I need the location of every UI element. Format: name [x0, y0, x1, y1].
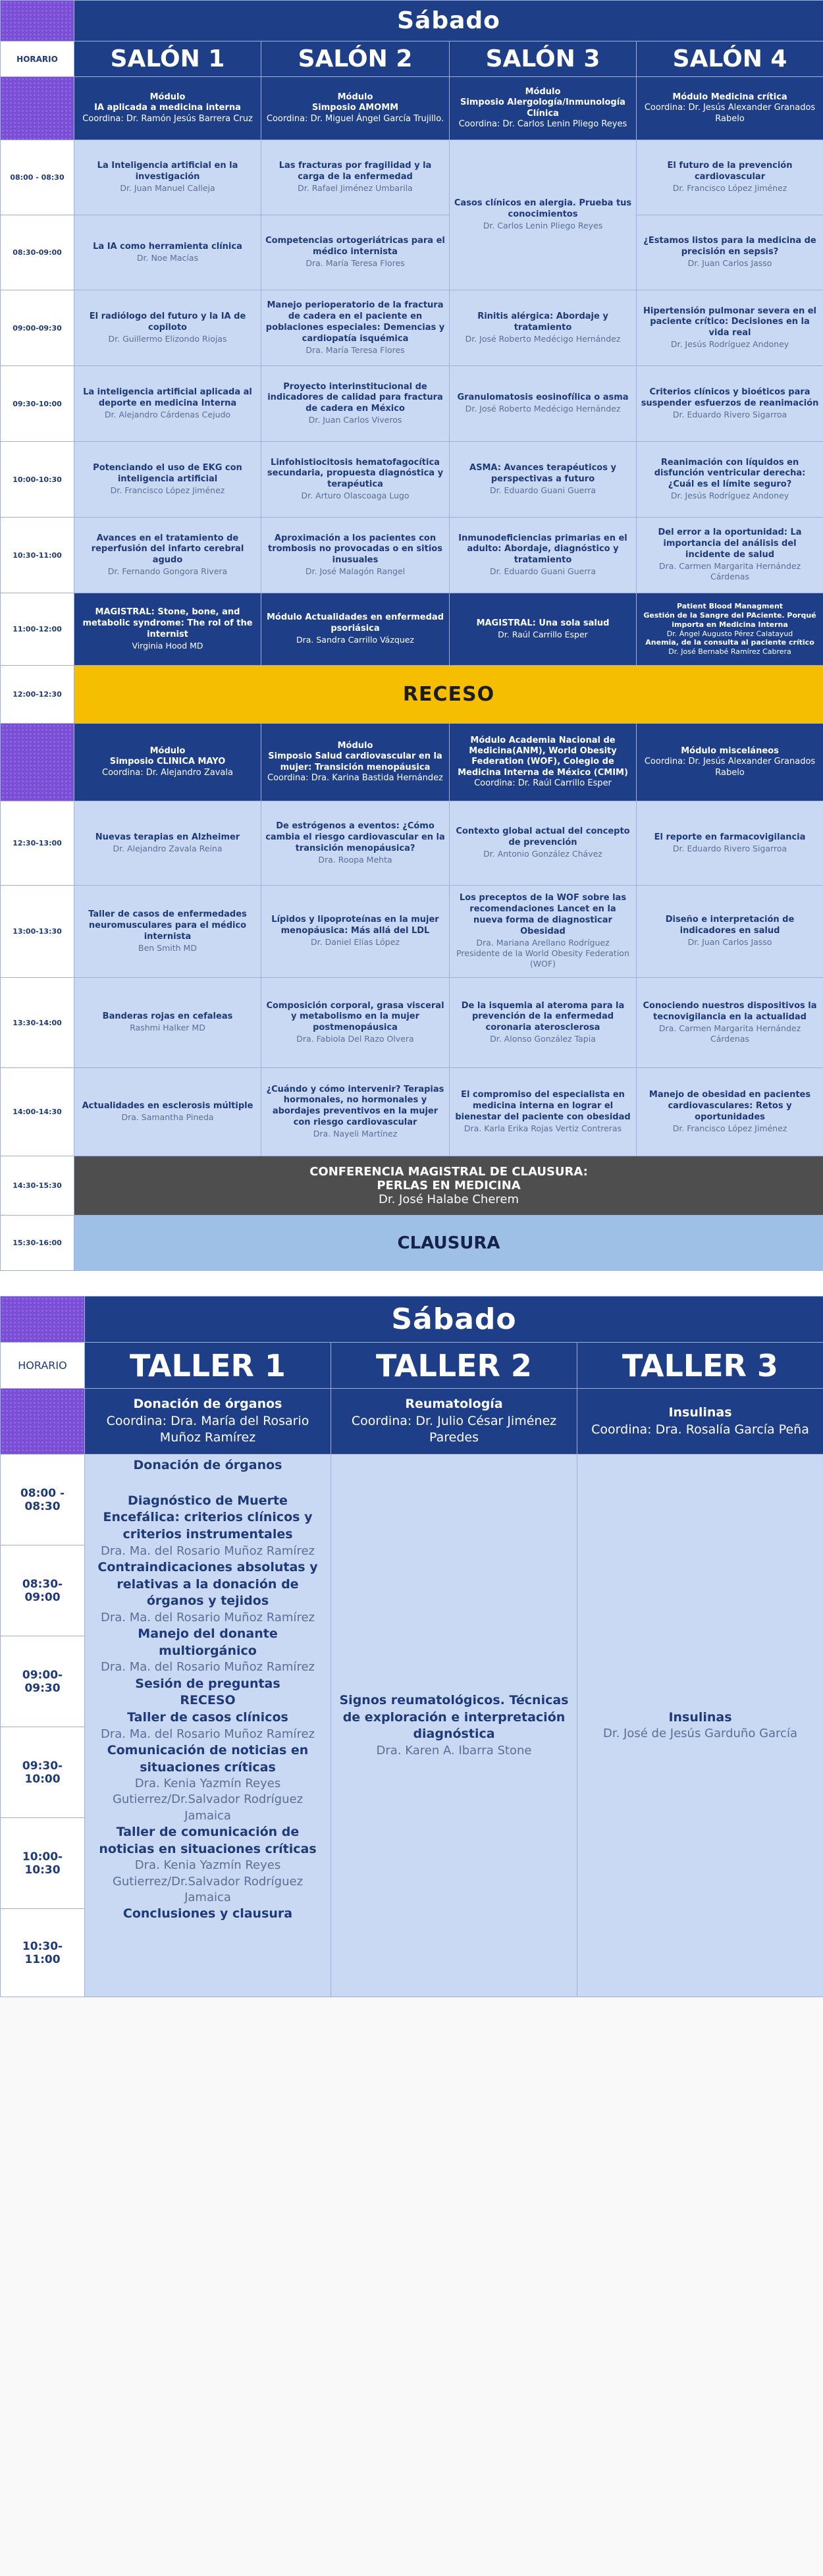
salon-3-header: SALÓN 3: [450, 41, 637, 77]
time-slot: 10:00-10:30: [1, 442, 74, 518]
module-header: Módulo Academia Nacional de Medicina(ANM), World Obesity Federation (WOF), Colegio de Medicina Interna de México (CMIM) Coordina: Dr. Raúl Carrillo Esper: [450, 724, 637, 801]
time-slot: 10:30-11:00: [1, 518, 74, 593]
session-cell: ¿Cuándo y cómo intervenir? Terapias hormonales, no hormonales y abordajes preventivos en la mujer con riesgo cardiovascular Dra. Nayeli Martínez: [261, 1068, 450, 1156]
topic-line: Contraindicaciones absolutas y relativas a la donación de órganos y tejidos: [97, 1559, 318, 1609]
taller-3-program: Insulinas Dr. José de Jesús Garduño García: [577, 1455, 823, 1997]
time-slot: 09:30-10:00: [1, 366, 74, 442]
topic-line: Taller de casos clínicos: [127, 1709, 288, 1725]
topic-line: Taller de comunicación de noticias en situaciones críticas: [99, 1825, 317, 1856]
clausura-band: CLAUSURA: [74, 1216, 823, 1271]
horario-label: HORARIO: [1, 1343, 85, 1389]
session-cell: Las fracturas por fragilidad y la carga de la enfermedad Dr. Rafael Jiménez Umbarila: [261, 140, 450, 215]
session-cell: ASMA: Avances terapéuticos y perspectivas a futuro Dr. Eduardo Guani Guerra: [450, 442, 637, 518]
session-cell: Competencias ortogeriátricas para el médico internista Dra. María Teresa Flores: [261, 215, 450, 290]
day-title: Sábado: [74, 1, 823, 41]
salon-1-header: SALÓN 1: [74, 41, 261, 77]
time-slot: 08:30-09:00: [1, 215, 74, 290]
session-cell: Avances en el tratamiento de reperfusión del infarto cerebral agudo Dr. Fernando Gongora Rivera: [74, 518, 261, 593]
time-slot: 11:00-12:00: [1, 593, 74, 666]
session-cell: Manejo de obesidad en pacientes cardiovasculares: Retos y oportunidades Dr. Francisco López Jiménez: [637, 1068, 823, 1156]
taller-2-header: TALLER 2: [331, 1343, 577, 1389]
speaker-line: Dra. Ma. del Rosario Muñoz Ramírez: [101, 1660, 315, 1675]
taller-1-header: TALLER 1: [85, 1343, 331, 1389]
time-slot: 08:30-09:00: [1, 1545, 85, 1636]
module-header: Módulo Simposio Alergología/Inmunología Clínica Coordina: Dr. Carlos Lenin Pliego Reyes: [450, 77, 637, 140]
topic-line: Sesión de preguntas: [135, 1676, 280, 1691]
session-cell: Granulomatosis eosinofílica o asma Dr. José Roberto Medécigo Hernández: [450, 366, 637, 442]
session-cell: Hipertensión pulmonar severa en el paciente crítico: Decisiones en la vida real Dr. Jesús Rodríguez Andoney: [637, 290, 823, 366]
spacer: [92, 1474, 324, 1493]
taller-1-program: [85, 1455, 331, 1997]
section-gap: [0, 1271, 823, 1296]
salon-2-header: SALÓN 2: [261, 41, 450, 77]
time-slot: 10:30-11:00: [1, 1909, 85, 1997]
receso-band: RECESO: [74, 666, 823, 724]
session-cell: Inmunodeficiencias primarias en el adulto: Abordaje, diagnóstico y tratamiento Dr. Eduardo Guani Guerra: [450, 518, 637, 593]
session-cell: La Inteligencia artificial en la investigación Dr. Juan Manuel Calleja: [74, 140, 261, 215]
module-header: Módulo Medicina crítica Coordina: Dr. Jesús Alexander Granados Rabelo: [637, 77, 823, 140]
magistral-cell: MAGISTRAL: Stone, bone, and metabolic syndrome: The rol of the internist Virginia Hood MD: [74, 593, 261, 666]
speaker-line: Dra. Ma. del Rosario Muñoz Ramírez: [101, 1610, 315, 1624]
session-cell: Criterios clínicos y bioéticos para suspender esfuerzos de reanimación Dr. Eduardo Rivero Sigarroa: [637, 366, 823, 442]
time-slot: 12:30-13:00: [1, 801, 74, 886]
module-header: Módulo Simposio Salud cardiovascular en la mujer: Transición menopáusica Coordina: Dra. Karina Bastida Hernández: [261, 724, 450, 801]
session-cell: Nuevas terapias en Alzheimer Dr. Alejandro Zavala Reina: [74, 801, 261, 886]
session-cell: Módulo Actualidades en enfermedad psoriásica Dra. Sandra Carrillo Vázquez: [261, 593, 450, 666]
taller-module-header: Reumatología Coordina: Dr. Julio César Jiménez Paredes: [331, 1389, 577, 1455]
time-slot: 09:30-10:00: [1, 1727, 85, 1818]
session-cell: Composición corporal, grasa visceral y metabolismo en la mujer postmenopáusica Dra. Fabiola Del Razo Olvera: [261, 978, 450, 1068]
session-cell: De la isquemia al ateroma para la prevención de la enfermedad coronaria aterosclerosa Dr. Alonso González Tapia: [450, 978, 637, 1068]
session-cell: De estrógenos a eventos: ¿Cómo cambia el riesgo cardiovascular en la transición menopáusica? Dra. Roopa Mehta: [261, 801, 450, 886]
session-cell: El reporte en farmacovigilancia Dr. Eduardo Rivero Sigarroa: [637, 801, 823, 886]
session-cell: Del error a la oportunidad: La importancia del análisis del incidente de salud Dra. Carmen Margarita Hernández Cárdenas: [637, 518, 823, 593]
session-cell: Actualidades en esclerosis múltiple Dra. Samantha Pineda: [74, 1068, 261, 1156]
closing-conference: CONFERENCIA MAGISTRAL DE CLAUSURA: PERLAS EN MEDICINA Dr. José Halabe Cherem: [74, 1156, 823, 1216]
topic-line: Diagnóstico de Muerte Encefálica: criterios clínicos y criterios instrumentales: [103, 1493, 313, 1542]
session-cell: Proyecto interinstitucional de indicadores de calidad para fractura de cadera en México Dr. Juan Carlos Viveros: [261, 366, 450, 442]
session-cell: Diseño e interpretación de indicadores en salud Dr. Juan Carlos Jasso: [637, 886, 823, 978]
module-header: Módulo IA aplicada a medicina interna Coordina: Dr. Ramón Jesús Barrera Cruz: [74, 77, 261, 140]
taller-2-program: Signos reumatológicos. Técnicas de exploración e interpretación diagnóstica Dra. Karen A. Ibarra Stone: [331, 1455, 577, 1997]
time-slot: 14:30-15:30: [1, 1156, 74, 1216]
taller-module-header: Insulinas Coordina: Dra. Rosalía García Peña: [577, 1389, 823, 1455]
time-slot: 13:30-14:00: [1, 978, 74, 1068]
time-slot: 08:00 - 08:30: [1, 140, 74, 215]
time-slot: 10:00-10:30: [1, 1818, 85, 1909]
topic-line: Comunicación de noticias en situaciones críticas: [107, 1742, 309, 1775]
session-cell: La IA como herramienta clínica Dr. Noe Macías: [74, 215, 261, 290]
session-cell: La inteligencia artificial aplicada al deporte en medicina Interna Dr. Alejandro Cárdenas Cejudo: [74, 366, 261, 442]
time-slot: 09:00-09:30: [1, 1636, 85, 1727]
session-cell: Aproximación a los pacientes con trombosis no provocadas o en sitios inusuales Dr. José Malagón Rangel: [261, 518, 450, 593]
salon-4-header: SALÓN 4: [637, 41, 823, 77]
session-cell: Lípidos y lipoproteínas en la mujer menopáusica: Más allá del LDL Dr. Daniel Elías López: [261, 886, 450, 978]
speaker-line: Dra. Kenia Yazmín Reyes Gutierrez/Dr.Salvador Rodríguez Jamaica: [112, 1858, 304, 1904]
talleres-schedule: [0, 1296, 823, 1997]
time-slot: 08:00 - 08:30: [1, 1455, 85, 1545]
session-cell: Rinitis alérgica: Abordaje y tratamiento Dr. José Roberto Medécigo Hernández: [450, 290, 637, 366]
decor-corner: [1, 1297, 85, 1343]
decor-module: [1, 724, 74, 801]
session-cell: El compromiso del especialista en medicina interna en lograr el bienestar del paciente con obesidad Dra. Karla Erika Rojas Vertiz Contreras: [450, 1068, 637, 1156]
taller-3-header: TALLER 3: [577, 1343, 823, 1389]
day-title: Sábado: [85, 1297, 823, 1343]
time-slot: 13:00-13:30: [1, 886, 74, 978]
time-slot: 12:00-12:30: [1, 666, 74, 724]
module-header: Módulo Simposio CLINICA MAYO Coordina: Dr. Alejandro Zavala: [74, 724, 261, 801]
speaker-line: Dra. Kenia Yazmín Reyes Gutierrez/Dr.Salvador Rodríguez Jamaica: [112, 1777, 304, 1823]
taller-1-lines: [92, 1457, 324, 1923]
session-cell: ¿Estamos listos para la medicina de precisión en sepsis? Dr. Juan Carlos Jasso: [637, 215, 823, 290]
horario-label: HORARIO: [1, 41, 74, 77]
decor-module: [1, 77, 74, 140]
topic-line: Conclusiones y clausura: [122, 1906, 293, 1921]
magistral-cell: MAGISTRAL: Una sola salud Dr. Raúl Carrillo Esper: [450, 593, 637, 666]
session-cell: Reanimación con líquidos en disfunción ventricular derecha: ¿Cuál es el límite seguro? Dr. Jesús Rodríguez Andoney: [637, 442, 823, 518]
speaker-line: Dra. Ma. del Rosario Muñoz Ramírez: [101, 1727, 315, 1741]
taller-module-header: Donación de órganos Coordina: Dra. María del Rosario Muñoz Ramírez: [85, 1389, 331, 1455]
decor-module: [1, 1389, 85, 1455]
session-cell: Conociendo nuestros dispositivos la tecnovigilancia en la actualidad Dra. Carmen Margarita Hernández Cárdenas: [637, 978, 823, 1068]
session-cell: Taller de casos de enfermedades neuromusculares para el médico internista Ben Smith MD: [74, 886, 261, 978]
topic-line: Manejo del donante multiorgánico: [138, 1626, 278, 1658]
session-cell: Contexto global actual del concepto de prevención Dr. Antonio González Chávez: [450, 801, 637, 886]
time-slot: 14:00-14:30: [1, 1068, 74, 1156]
session-cell: Potenciando el uso de EKG con inteligencia artificial Dr. Francisco López Jiménez: [74, 442, 261, 518]
topic-line: Donación de órganos: [133, 1458, 282, 1472]
session-cell: Los preceptos de la WOF sobre las recomendaciones Lancet en la nueva forma de diagnosticar Obesidad Dra. Mariana Arellano Rodríguez Presidente de la World Obesity Federation (WOF): [450, 886, 637, 978]
module-header: Módulo misceláneos Coordina: Dr. Jesús Alexander Granados Rabelo: [637, 724, 823, 801]
session-cell: Linfohistiocitosis hematofagocítica secundaria, propuesta diagnóstica y terapéutica Dr. Arturo Olascoaga Lugo: [261, 442, 450, 518]
session-cell: El futuro de la prevención cardiovascular Dr. Francisco López Jiménez: [637, 140, 823, 215]
session-cell: Banderas rojas en cefaleas Rashmi Halker MD: [74, 978, 261, 1068]
session-cell: Manejo perioperatorio de la fractura de cadera en el paciente en poblaciones especiales: Demencias y cardiopatía isquémica Dra. María Teresa Flores: [261, 290, 450, 366]
module-header: Módulo Simposio AMOMM Coordina: Dr. Miguel Ángel García Trujillo.: [261, 77, 450, 140]
session-cell: Patient Blood Managment Gestión de la Sangre del PAciente. Porqué importa en Medicina Interna Dr. Ángel Augusto Pérez Calatayud Anemia, de la consulta al paciente crítico Dr. José Bernabé Ramírez Cabrera: [637, 593, 823, 666]
module-row-1: [1, 77, 823, 140]
topic-line: RECESO: [180, 1693, 236, 1708]
session-cell: Casos clínicos en alergia. Prueba tus conocimientos Dr. Carlos Lenin Pliego Reyes: [450, 140, 637, 290]
decor-corner: [1, 1, 74, 41]
speaker-line: Dra. Ma. del Rosario Muñoz Ramírez: [101, 1543, 315, 1558]
salones-schedule: [0, 0, 823, 1271]
time-slot: 09:00-09:30: [1, 290, 74, 366]
session-cell: El radiólogo del futuro y la IA de copiloto Dr. Guillermo Elizondo Riojas: [74, 290, 261, 366]
time-slot: 15:30-16:00: [1, 1216, 74, 1271]
